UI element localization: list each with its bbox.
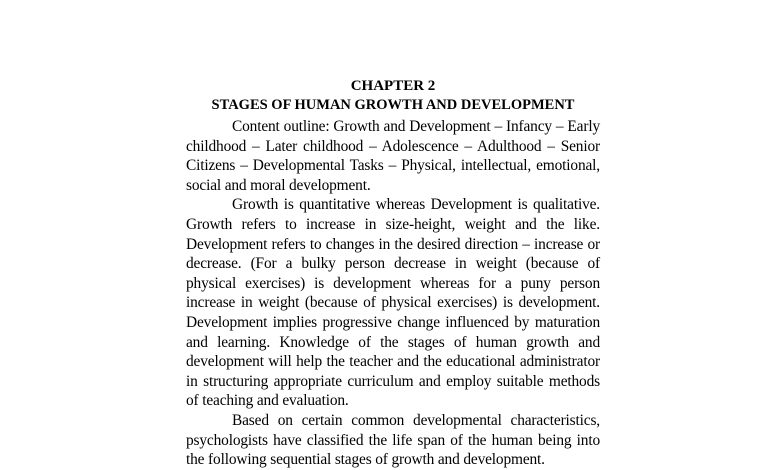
growth-development-paragraph: Growth is quantitative whereas Development is qualitative. Growth refers to increase in size-height, weight and the like. Development refers to changes in the desired direction – increase or decrease. (For a bulky person decrease in weight (because of physical exercises) is development whereas for a puny person increase in weight (because of physical exercises) is development. Development implies progressive change influenced by maturation and learning. Knowledge of the stages of human growth and development will help the teacher and the educational administrator in structuring appropriate curriculum and employ suitable methods of teaching and evaluation. <box>186 196 600 410</box>
life-span-paragraph: Based on certain common developmental characteristics, psychologists have classified the life span of the human being into the following sequential stages of growth and development. <box>186 411 600 469</box>
content-outline-paragraph: Content outline: Growth and Development – Infancy – Early childhood – Later childhood – Adolescence – Adulthood – Senior Citizens – Developmental Tasks – Physical, intellectual, emotional, social and moral development. <box>186 118 600 194</box>
chapter-label: CHAPTER 2 <box>350 78 436 94</box>
body-text <box>186 117 600 470</box>
chapter-title: STAGES OF HUMAN GROWTH AND DEVELOPMENT <box>211 97 575 113</box>
